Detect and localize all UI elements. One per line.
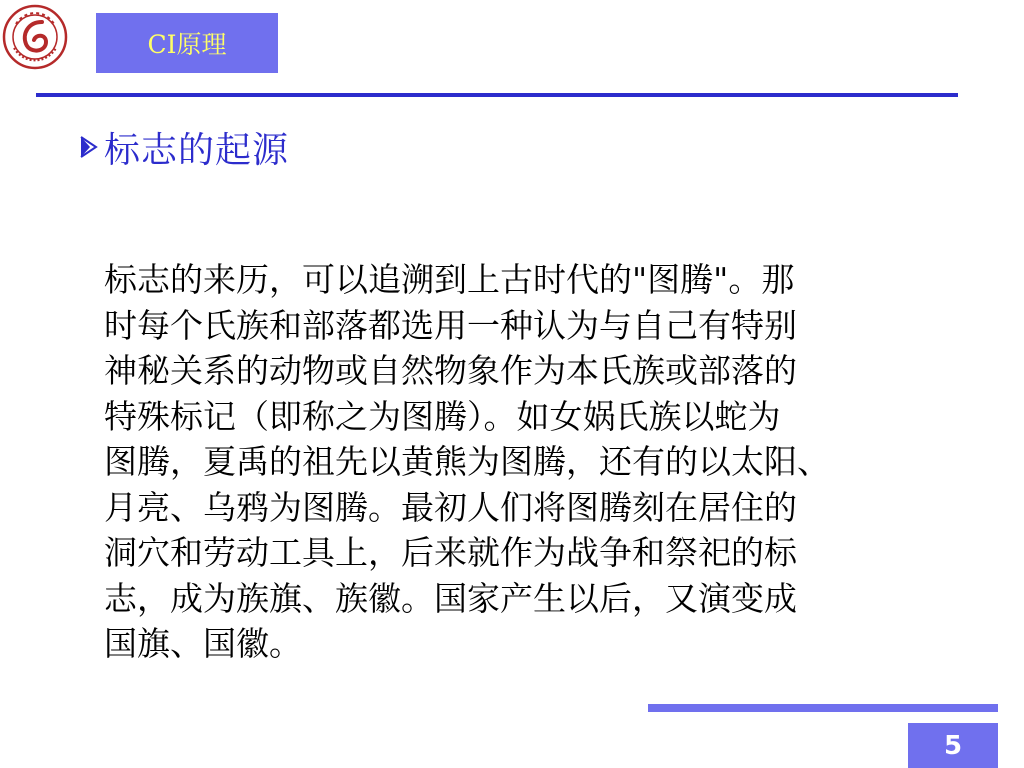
heading-text: 标志的起源 [104, 129, 290, 171]
page-number-box [908, 723, 998, 768]
body-line: 标志的来历，可以追溯到上古时代的"图腾"。那 [104, 260, 795, 299]
slide-title: CI原理 [147, 30, 227, 59]
section-heading [78, 122, 289, 172]
body-line: 志，成为族旗、族徽。国家产生以后，又演变成 [104, 578, 797, 618]
header-divider [36, 93, 958, 97]
footer-divider [648, 704, 998, 712]
body-line: 月亮、乌鸦为图腾。最初人们将图腾刻在居住的 [104, 487, 797, 527]
slide-title-box [96, 13, 278, 73]
body-line: 时每个氏族和部落都选用一种认为与自己有特别 [104, 305, 797, 345]
body-line: 图腾，夏禹的祖先以黄熊为图腾，还有的以太阳、 [104, 442, 830, 481]
university-seal-icon [2, 4, 68, 70]
body-line: 国旗、国徽。 [104, 624, 302, 663]
body-line: 洞穴和劳动工具上，后来就作为战争和祭祀的标 [104, 533, 797, 572]
arrow-bullet-icon [78, 134, 100, 160]
page-number: 5 [943, 730, 963, 761]
body-line: 神秘关系的动物或自然物象作为本氏族或部落的 [104, 351, 797, 390]
body-line: 特殊标记（即称之为图腾）。如女娲氏族以蛇为 [104, 396, 781, 436]
body-paragraph [104, 257, 1004, 667]
